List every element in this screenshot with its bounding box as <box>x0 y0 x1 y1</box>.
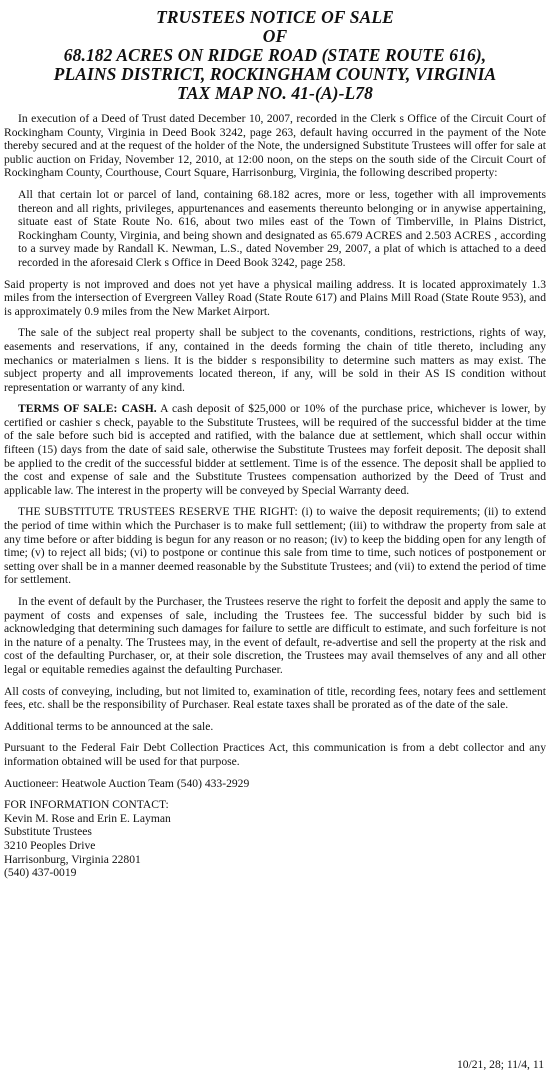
reserve-paragraph: THE SUBSTITUTE TRUSTEES RESERVE THE RIGHT: (i) to waive the deposit requirements; (ii) to extend the period of time within which the Purchaser is to make full settlement; (iii) to withdraw the property from sale at any time before or after bidding is begun for any reason or no reason; (iv) to keep the bidding open for any length of time; (v) to reject all bids; (vi) to postpone or continue this sale from time to time, such notices of postponement or setting over shall be in a manner deemed reasonable by the Substitute Trustees; and (vii) to extend the period of time for settlement. <box>4 505 546 587</box>
auctioneer-line: Auctioneer: Heatwole Auction Team (540) 433-2929 <box>4 776 250 790</box>
costs-paragraph: All costs of conveying, including, but not limited to, examination of title, recording fees, notary fees and settlement fees, etc. shall be the responsibility of Purchaser. Real estate taxes shall be prorated as of the date of the sale. <box>4 684 546 712</box>
contact-street: 3210 Peoples Drive <box>4 838 96 852</box>
contact-label: FOR INFORMATION CONTACT: <box>4 798 169 812</box>
heading-line-3: 68.182 ACRES ON RIDGE ROAD (STATE ROUTE 616), <box>63 45 487 65</box>
notice-body <box>4 112 546 880</box>
property-description: All that certain lot or parcel of land, containing 68.182 acres, more or less, together with all improvements thereon and all rights, privileges, appurtenances and easements thereunto belonging or in anywise appertaining, situate east of State Route No. 616, about two miles east of the Town of Timberville, in Plains District, Rockingham County, Virginia, and being shown and designated as 65.679 ACRES and 2.503 ACRES , according to a survey made by Randall K. Newman, L.S., dated November 29, 2007, a plat of which is attached to a deed recorded in the aforesaid Clerk s Office in Deed Book 3242, page 258. <box>18 187 546 269</box>
contact-block <box>4 798 546 880</box>
terms-paragraph <box>4 402 546 497</box>
terms-label: TERMS OF SALE: CASH. <box>18 402 157 416</box>
heading-line-2: OF <box>262 26 288 46</box>
heading-line-4: PLAINS DISTRICT, ROCKINGHAM COUNTY, VIRGINIA <box>53 64 497 84</box>
intro-paragraph: In execution of a Deed of Trust dated December 10, 2007, recorded in the Clerk s Office of the Circuit Court of Rockingham County, Virginia in Deed Book 3242, page 263, default having occurred in the payment of the Note thereby secured and at the request of the holder of the Note, the undersigned Substitute Trustees will offer for sale at public auction on Friday, November 12, 2010, at 12:00 noon, on the steps on the south side of the Circuit Court of Rockingham County, Courthouse, Court Square, Harrisonburg, Virginia, the following described property: <box>4 112 546 180</box>
contact-city: Harrisonburg, Virginia 22801 <box>4 852 141 866</box>
contact-phone: (540) 437-0019 <box>4 866 77 880</box>
notice-heading <box>4 8 546 103</box>
subject-to-paragraph: The sale of the subject real property shall be subject to the covenants, conditions, restrictions, rights of way, easements and reservations, if any, contained in the deeds forming the chain of title thereto, including any mechanics or materialmen s liens. It is the bidder s responsibility to determine such matters as may exist. The subject property and all improvements located thereon, if any, will be sold in their AS IS condition without representation or warranty of any kind. <box>4 326 546 394</box>
contact-title: Substitute Trustees <box>4 825 92 839</box>
run-dates: 10/21, 28; 11/4, 11 <box>456 1058 544 1071</box>
default-paragraph: In the event of default by the Purchaser, the Trustees reserve the right to forfeit the deposit and apply the same to payment of costs and expenses of sale, including the Trustees fee. The successful bidder by such bid is acknowledging that determining such damages for failure to settle are difficult to estimate, and such forfeiture is not in the nature of a penalty. The Trustees may, in the event of default, re-advertise and sell the property at the risk and cost of the defaulting Purchaser, or, at their sole discretion, the Trustees may avail themselves of any and all other legal or equitable remedies against the defaulting Purchaser. <box>4 595 546 676</box>
heading-line-1: TRUSTEES NOTICE OF SALE <box>156 7 394 27</box>
location-paragraph: Said property is not improved and does not yet have a physical mailing address. It is located approximately 1.3 miles from the intersection of Evergreen Valley Road (State Route 617) and Plains Mill Road (State Route 953), and is approximately 0.9 miles from the New Market Airport. <box>4 277 546 318</box>
heading-line-5: TAX MAP NO. 41-(A)-L78 <box>177 83 373 103</box>
terms-body: A cash deposit of $25,000 or 10% of the purchase price, whichever is lower, by certified or cashier s check, payable to the Substitute Trustees, will be required of the successful bidder at the time of the sale before such bid is accepted and ratified, with the balance due at settlement, which shall occur within fifteen (15) days from the date of said sale, otherwise the Substitute Trustees may forfeit deposit. The deposit shall be applied to the credit of the successful bidder at settlement. Time is of the essence. The deposit shall be applied to the cost and expense of sale and the Substitute Trustees compensation authorized by the Deed of Trust and applicable law. The interest in the property will be conveyed by Special Warranty deed. <box>4 402 546 497</box>
contact-names: Kevin M. Rose and Erin E. Layman <box>4 811 171 825</box>
fdcpa-paragraph: Pursuant to the Federal Fair Debt Collection Practices Act, this communication is from a debt collector and any information obtained will be used for that purpose. <box>4 741 546 768</box>
additional-terms: Additional terms to be announced at the sale. <box>4 719 214 733</box>
